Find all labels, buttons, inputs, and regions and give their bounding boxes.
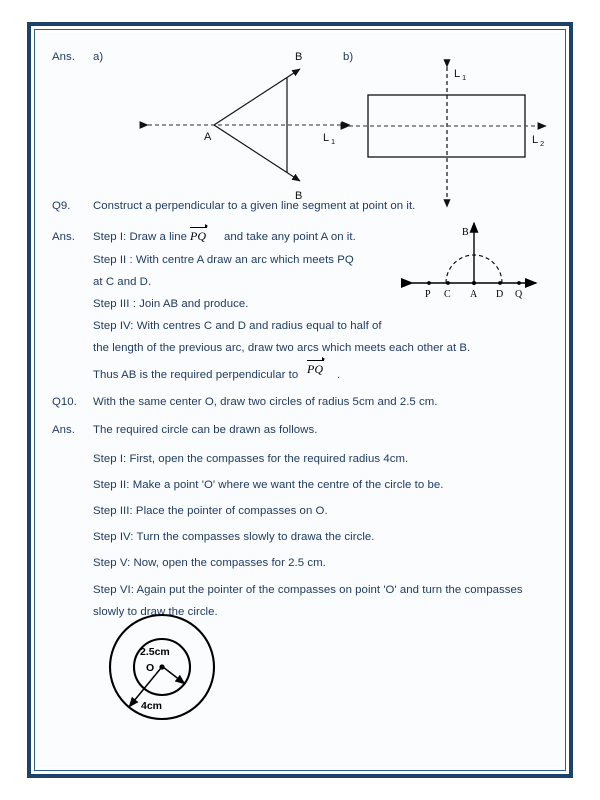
q10-step3: Step III: Place the pointer of compasses on O. [93,505,328,517]
q10-step6-line2: slowly to draw the circle. [93,606,218,618]
label-outer-radius: 4cm [141,700,163,712]
label-vertical-L1-sub: 1 [462,73,467,82]
q10-number: Q10. [52,396,77,408]
q10-ans-label: Ans. [52,424,75,436]
q10-question-text: With the same center O, draw two circles of radius 5cm and 2.5 cm. [93,396,438,408]
q9-step4-line2: the length of the previous arc, draw two arcs which meets each other at B. [93,342,471,354]
vector-pq-conclusion [307,359,323,377]
part-b-label: b) [343,51,354,63]
vector-pq-step1 [190,226,206,244]
q9-number: Q9. [52,200,71,212]
q10-step1: Step I: First, open the compasses for the required radius 4cm. [93,453,409,465]
q10-step4: Step IV: Turn the compasses slowly to drawa the circle. [93,531,375,543]
page-content [38,33,562,767]
label-point-b-bottom: B [295,190,303,202]
rectangle-symmetry-lines-diagram [344,47,559,217]
point-dot-a [472,281,476,285]
q10-step5: Step V: Now, open the compasses for 2.5 cm. [93,557,326,569]
q9-step4-line1: Step IV: With centres C and D and radius equal to half of [93,320,382,332]
q9-step1-post: and take any point A on it. [224,231,356,243]
angle-bisector-triangle-diagram [134,47,364,217]
vector-pq-text-2: PQ [307,362,323,376]
label-point-q: Q [515,289,523,300]
q10-step6-line1: Step VI: Again put the pointer of the compasses on point 'O' and turn the compasses [93,584,523,596]
q10-step2: Step II: Make a point 'O' where we want the centre of the circle to be. [93,479,444,491]
ans-label-a: Ans. [52,51,75,63]
label-point-b-apex: B [462,227,469,238]
point-dot-c [446,281,450,285]
label-point-c: C [444,289,451,300]
label-horizontal-L2-sub: 2 [540,139,545,148]
label-point-d: D [496,289,504,300]
label-point-p: P [425,289,431,300]
label-point-a: A [204,131,212,143]
label-vertical-L1: L [454,68,461,80]
part-a-label: a) [93,51,104,63]
q9-conclusion-pre: Thus AB is the required perpendicular to [93,369,299,381]
concentric-circles-diagram [93,605,263,730]
vector-pq-text: PQ [190,229,206,243]
perpendicular-construction-diagram [400,215,545,305]
q9-question-text: Construct a perpendicular to a given line segment at point on it. [93,200,416,212]
label-point-b-top: B [295,51,303,63]
q9-conclusion-post: . [337,369,341,381]
q9-step2: Step II : With centre A draw an arc which meets PQ [93,254,354,266]
q9-step2-cont: at C and D. [93,276,152,288]
label-inner-radius: 2.5cm [140,646,170,658]
q9-step1-pre: Step I: Draw a line [93,231,188,243]
q9-step3: Step III : Join AB and produce. [93,298,249,310]
point-dot-d [498,281,502,285]
label-horizontal-L2: L [532,134,539,146]
label-line-L1-sub: 1 [331,137,336,146]
label-point-a2: A [470,289,478,300]
label-center-o: O [146,662,155,674]
point-dot-p [427,281,431,285]
label-line-L1: L [323,132,330,144]
q9-ans-label: Ans. [52,231,75,243]
inner-radius-arrow [163,667,185,684]
point-dot-q [517,281,521,285]
q10-intro: The required circle can be drawn as follows. [93,424,318,436]
